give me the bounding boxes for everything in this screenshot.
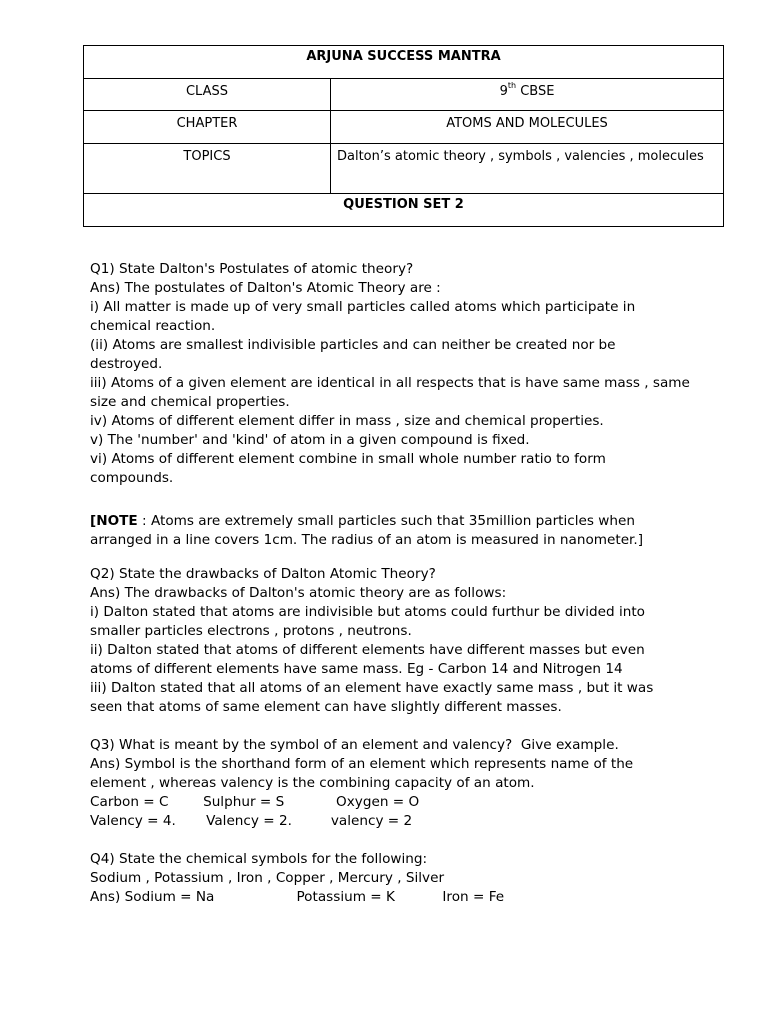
q1-question: Q1) State Dalton's Postulates of atomic theory?	[90, 261, 414, 277]
class-number: 9	[499, 84, 508, 99]
q3-symbols-line: Carbon = C Sulphur = S Oxygen = O	[90, 794, 420, 810]
note-label: [NOTE	[90, 513, 138, 529]
q1-point: v) The 'number' and 'kind' of atom in a given compound is fixed.	[90, 432, 530, 448]
document-title: ARJUNA SUCCESS MANTRA	[84, 46, 724, 79]
class-value	[331, 79, 724, 111]
class-label: CLASS	[84, 79, 331, 111]
note	[90, 512, 690, 550]
class-ordinal-suffix: th	[507, 81, 517, 90]
topics-value: Dalton’s atomic theory , symbols , valencies , molecules	[331, 144, 724, 194]
q2-question: Q2) State the drawbacks of Dalton Atomic Theory?	[90, 566, 436, 582]
q3-answer: Ans) Symbol is the shorthand form of an element which represents name of the element , whereas valency is the combining capacity of an atom.	[90, 756, 638, 791]
q4-element-list: Sodium , Potassium , Iron , Copper , Mercury , Silver	[90, 870, 445, 886]
chapter-label: CHAPTER	[84, 111, 331, 144]
q1-point: iv) Atoms of different element differ in mass , size and chemical properties.	[90, 413, 604, 429]
header-table	[83, 45, 724, 227]
q2-point: i) Dalton stated that atoms are indivisible but atoms could furthur be divided into smaller particles electrons , protons , neutrons.	[90, 604, 650, 639]
q3-valency-line: Valency = 4. Valency = 2. valency = 2	[90, 813, 413, 829]
q4-question: Q4) State the chemical symbols for the following:	[90, 851, 428, 867]
question-set-title: QUESTION SET 2	[84, 194, 724, 227]
note-text: : Atoms are extremely small particles such that 35million particles when arranged in a line covers 1cm. The radius of an atom is measured in nanometer.]	[90, 513, 644, 548]
q1-point: vi) Atoms of different element combine in small whole number ratio to form compounds.	[90, 451, 611, 486]
class-board: CBSE	[516, 84, 555, 99]
q1-point: i) All matter is made up of very small particles called atoms which participate in chemical reaction.	[90, 299, 640, 334]
q3-question: Q3) What is meant by the symbol of an element and valency? Give example.	[90, 737, 619, 753]
q4-answer: Ans) Sodium = Na Potassium = K Iron = Fe	[90, 889, 505, 905]
topics-label: TOPICS	[84, 144, 331, 194]
question-content	[90, 260, 695, 907]
chapter-value: ATOMS AND MOLECULES	[331, 111, 724, 144]
q1-point: iii) Atoms of a given element are identical in all respects that is have same mass , same size and chemical properties.	[90, 375, 695, 410]
q1-answer-intro: Ans) The postulates of Dalton's Atomic Theory are :	[90, 280, 441, 296]
q2-point: ii) Dalton stated that atoms of different elements have different masses but even atoms of different elements have same mass. Eg - Carbon 14 and Nitrogen 14	[90, 642, 650, 677]
q2-point: iii) Dalton stated that all atoms of an element have exactly same mass , but it was seen that atoms of same element can have slightly different masses.	[90, 680, 658, 715]
q1-point: (ii) Atoms are smallest indivisible particles and can neither be created nor be destroyed.	[90, 337, 620, 372]
q2-answer-intro: Ans) The drawbacks of Dalton's atomic theory are as follows:	[90, 585, 507, 601]
